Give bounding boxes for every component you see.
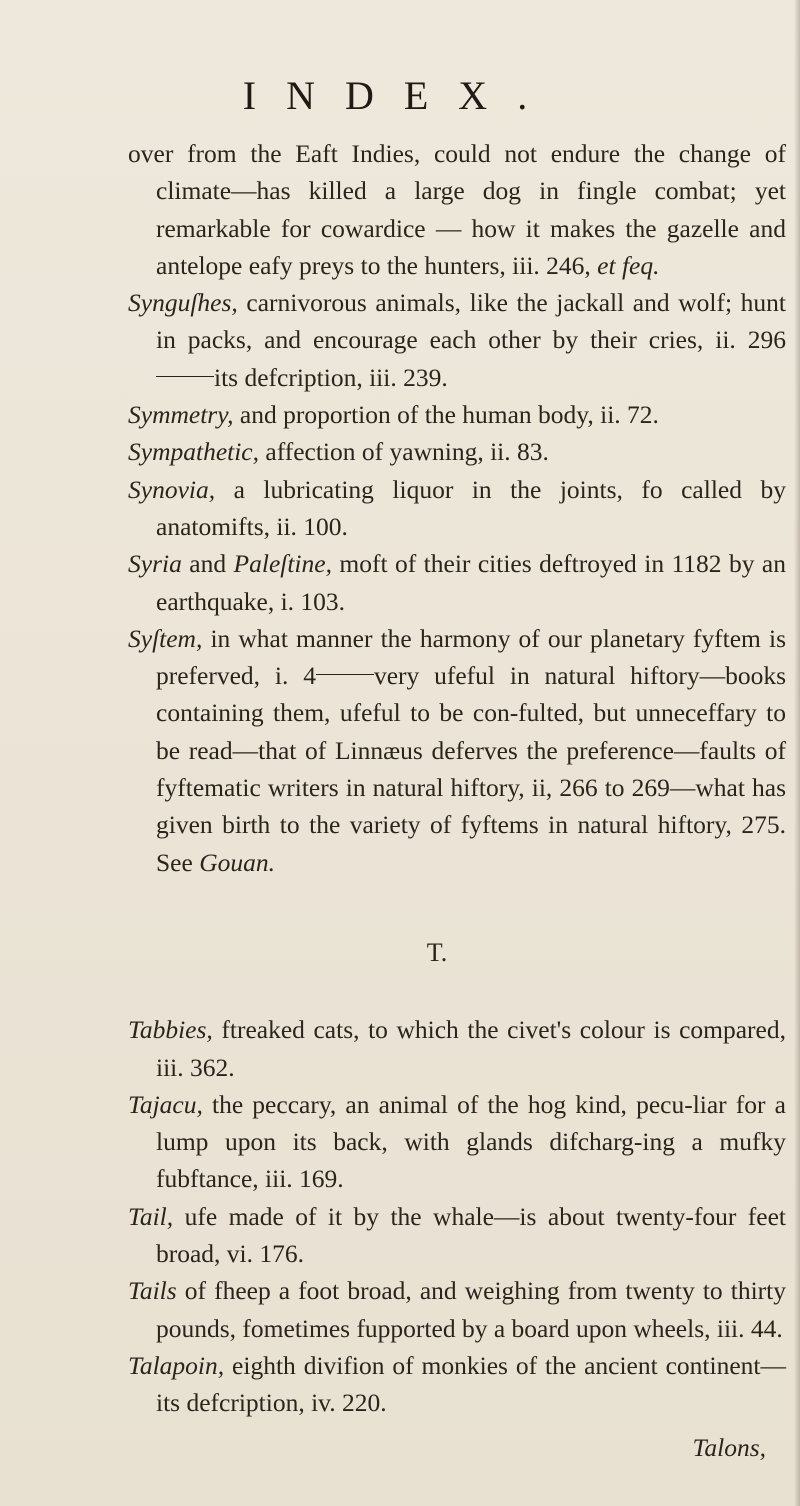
entry-headword: Tajacu,: [128, 1089, 203, 1119]
index-entry-tails: [128, 1272, 786, 1347]
entry-text: moft of their cities deftroyed in 1182 by an earthquake, i. 103.: [156, 549, 787, 616]
index-entry-tajacu: [128, 1086, 786, 1198]
entry-text: ftreaked cats, to which the civet's colour is compared, iii. 362.: [156, 1015, 786, 1082]
index-entry-sympathetic: [128, 433, 786, 470]
entry-headword: Sympathetic,: [128, 437, 259, 467]
index-entry-tabbies: [128, 1011, 786, 1086]
entry-text: and proportion of the human body, ii. 72.: [233, 400, 659, 430]
entry-headword: Synguſhes,: [128, 288, 238, 318]
entry-headword: Talapoin,: [128, 1350, 225, 1380]
entry-text: and: [181, 549, 234, 579]
entry-text: over from the Eaft Indies, could not endure the change of climate—has killed a large dog in fingle combat; yet remarkable for cowardice — how it makes the gazelle and antelope eafy preys to the hunters, iii. 246,: [128, 139, 786, 280]
entry-headword: Syſtem,: [128, 623, 203, 653]
index-entry-continuation: [128, 135, 786, 284]
em-rule: [316, 674, 374, 675]
em-rule: [156, 376, 214, 377]
entry-headword: Syria: [128, 549, 182, 579]
entry-headword: Symmetry,: [128, 400, 234, 430]
entry-text: of fheep a foot broad, and weighing from twenty to thirty pounds, fometimes fupported by a board upon wheels, iii. 44.: [156, 1276, 786, 1343]
section-letter-heading: T.: [426, 937, 448, 967]
entry-headword: Synovia,: [128, 474, 216, 504]
index-entry-tail: [128, 1198, 786, 1273]
catchword: Talons,: [692, 1433, 766, 1462]
index-entry-synovia: [128, 471, 786, 546]
index-entry-syngushes: [128, 284, 786, 396]
entry-text: eighth divifion of monkies of the ancient continent—its defcription, iv. 220.: [156, 1350, 786, 1418]
index-entry-symmetry: [128, 396, 786, 433]
index-entry-syria: [128, 545, 786, 620]
page-header-title: INDEX.: [242, 73, 558, 118]
entry-italic-ref: et feq.: [597, 250, 660, 280]
entry-headword: Tail,: [128, 1201, 174, 1231]
entry-headword: Tabbies,: [128, 1015, 213, 1045]
entry-text: its defcription, iii. 239.: [214, 362, 448, 392]
entry-text: affection of yawning, ii. 83.: [259, 437, 549, 467]
page-edge-shadow: [794, 0, 800, 1506]
index-entry-talapoin: [128, 1347, 786, 1422]
entry-text: in what manner the harmony of our planetary fyftem is preferved, i. 4: [156, 623, 786, 691]
index-entry-system: [128, 620, 786, 881]
entry-italic-ref: Paleſtine,: [233, 549, 332, 579]
entry-text: ufe made of it by the whale—is about twenty-four feet broad, vi. 176.: [156, 1201, 786, 1269]
entry-text: carnivorous animals, like the jackall and wolf; hunt in packs, and encourage each other by their cries, ii. 296: [156, 288, 786, 355]
entry-headword: Tails: [128, 1276, 177, 1306]
entry-text: a lubricating liquor in the joints, fo called by anatomifts, ii. 100.: [156, 474, 786, 541]
entry-italic-ref: Gouan.: [199, 847, 275, 877]
index-entries: [128, 135, 786, 1422]
entry-text: very ufeful in natural hiftory—books containing them, ufeful to be con-fulted, but unneceffary to be read—that of Linnæus deferves the preference—faults of fyftematic writers in natural hiftory, ii, 266 to 269—what has given birth to the variety of fyftems in natural hiftory, 275. See: [156, 661, 787, 877]
entry-text: the peccary, an animal of the hog kind, pecu-liar for a lump upon its back, with glands difcharg-ing a mufky fubftance, iii. 169.: [156, 1089, 786, 1194]
